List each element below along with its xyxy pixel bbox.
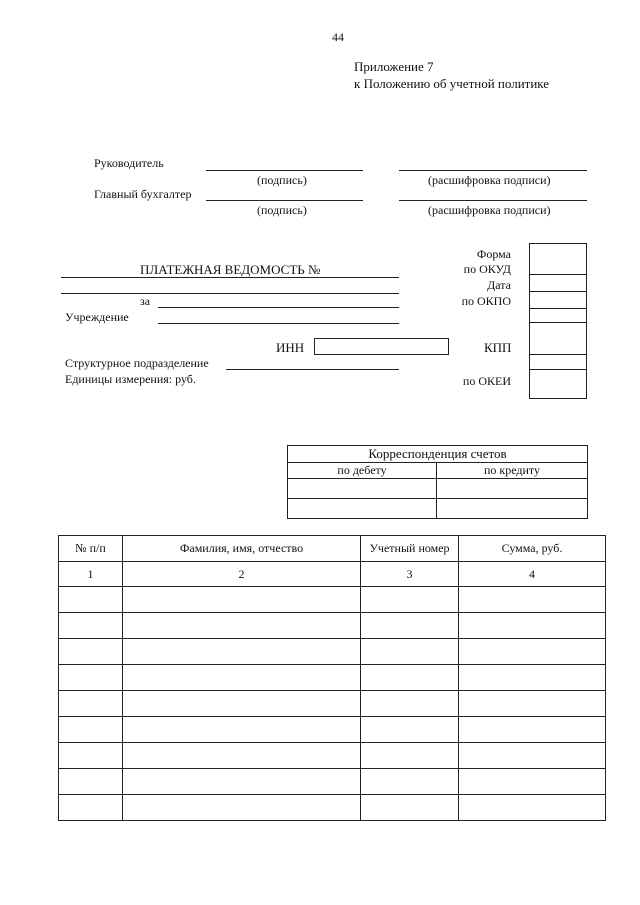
payment-table (58, 535, 606, 821)
code-divider-institution (530, 322, 586, 323)
form-code-label: Форма (476, 247, 511, 261)
head-decoding-line[interactable] (399, 170, 587, 171)
debit-header: по дебету (288, 463, 437, 479)
correspondence-title: Корреспонденция счетов (288, 446, 588, 463)
period-line[interactable] (158, 307, 399, 308)
cell-row-number[interactable] (59, 795, 123, 821)
cell-row-number[interactable] (59, 691, 123, 717)
head-signature-caption: (подпись) (257, 173, 307, 187)
header-amount: Сумма, руб. (459, 536, 606, 562)
head-label: Руководитель (94, 156, 164, 170)
institution-label: Учреждение (65, 310, 129, 324)
structural-unit-line[interactable] (226, 369, 399, 370)
cell-full-name[interactable] (123, 587, 361, 613)
cell-row-number[interactable] (59, 717, 123, 743)
code-divider-date (530, 291, 586, 292)
form-extra-line[interactable] (61, 293, 399, 294)
code-divider-okud (530, 274, 586, 275)
cell-account-number[interactable] (361, 717, 459, 743)
cell-account-number[interactable] (361, 743, 459, 769)
column-number-2: 2 (123, 562, 361, 587)
cell-row-number[interactable] (59, 743, 123, 769)
page-number: 44 (332, 30, 344, 44)
code-divider-inn (530, 354, 586, 355)
head-decoding-caption: (расшифровка подписи) (428, 173, 551, 187)
cell-full-name[interactable] (123, 743, 361, 769)
cell-row-number[interactable] (59, 613, 123, 639)
cell-account-number[interactable] (361, 795, 459, 821)
cell-row-number[interactable] (59, 769, 123, 795)
form-number-line[interactable] (61, 277, 399, 278)
cell-full-name[interactable] (123, 665, 361, 691)
inn-field[interactable] (314, 338, 449, 355)
credit-cell[interactable] (437, 479, 588, 499)
cell-amount[interactable] (459, 717, 606, 743)
table-row (59, 717, 606, 743)
table-row (59, 613, 606, 639)
chief-accountant-signature-caption: (подпись) (257, 203, 307, 217)
cell-full-name[interactable] (123, 691, 361, 717)
column-number-4: 4 (459, 562, 606, 587)
debit-cell[interactable] (288, 479, 437, 499)
okud-label: по ОКУД (463, 262, 511, 276)
debit-cell[interactable] (288, 499, 437, 519)
okei-label: по ОКЕИ (462, 374, 511, 388)
table-row (59, 587, 606, 613)
cell-row-number[interactable] (59, 639, 123, 665)
codes-column (529, 243, 587, 399)
cell-full-name[interactable] (123, 613, 361, 639)
structural-unit-label: Структурное подразделение (65, 356, 209, 370)
chief-accountant-decoding-caption: (расшифровка подписи) (428, 203, 551, 217)
kpp-label: КПП (484, 340, 512, 355)
table-row (59, 795, 606, 821)
appendix-subtitle: к Положению об учетной политике (354, 76, 550, 91)
chief-accountant-decoding-line[interactable] (399, 200, 587, 201)
cell-account-number[interactable] (361, 769, 459, 795)
cell-full-name[interactable] (123, 639, 361, 665)
table-row (59, 691, 606, 717)
cell-amount[interactable] (459, 639, 606, 665)
institution-line[interactable] (158, 323, 399, 324)
period-label: за (140, 294, 151, 308)
table-row (59, 639, 606, 665)
inn-label: ИНН (276, 340, 305, 355)
credit-header: по кредиту (437, 463, 588, 479)
chief-accountant-label: Главный бухгалтер (94, 187, 192, 201)
chief-accountant-signature-line[interactable] (206, 200, 363, 201)
table-row (59, 769, 606, 795)
units-label: Единицы измерения: руб. (65, 372, 196, 386)
cell-amount[interactable] (459, 613, 606, 639)
header-full-name: Фамилия, имя, отчество (123, 536, 361, 562)
cell-amount[interactable] (459, 769, 606, 795)
correspondence-table (287, 445, 588, 519)
form-title: ПЛАТЕЖНАЯ ВЕДОМОСТЬ № (140, 262, 321, 277)
column-number-3: 3 (361, 562, 459, 587)
cell-account-number[interactable] (361, 613, 459, 639)
cell-account-number[interactable] (361, 691, 459, 717)
cell-account-number[interactable] (361, 665, 459, 691)
cell-amount[interactable] (459, 743, 606, 769)
header-row-number: № п/п (59, 536, 123, 562)
date-label: Дата (487, 278, 511, 292)
cell-row-number[interactable] (59, 665, 123, 691)
cell-account-number[interactable] (361, 587, 459, 613)
cell-account-number[interactable] (361, 639, 459, 665)
header-account-number: Учетный номер (361, 536, 459, 562)
code-divider-okei (530, 369, 586, 370)
cell-amount[interactable] (459, 691, 606, 717)
column-number-1: 1 (59, 562, 123, 587)
head-signature-line[interactable] (206, 170, 363, 171)
okpo-label: по ОКПО (461, 294, 511, 308)
appendix-title: Приложение 7 (354, 59, 434, 74)
table-row (59, 743, 606, 769)
cell-row-number[interactable] (59, 587, 123, 613)
cell-full-name[interactable] (123, 795, 361, 821)
credit-cell[interactable] (437, 499, 588, 519)
cell-amount[interactable] (459, 795, 606, 821)
cell-amount[interactable] (459, 587, 606, 613)
cell-full-name[interactable] (123, 717, 361, 743)
cell-amount[interactable] (459, 665, 606, 691)
code-divider-okpo (530, 308, 586, 309)
table-row (59, 665, 606, 691)
cell-full-name[interactable] (123, 769, 361, 795)
